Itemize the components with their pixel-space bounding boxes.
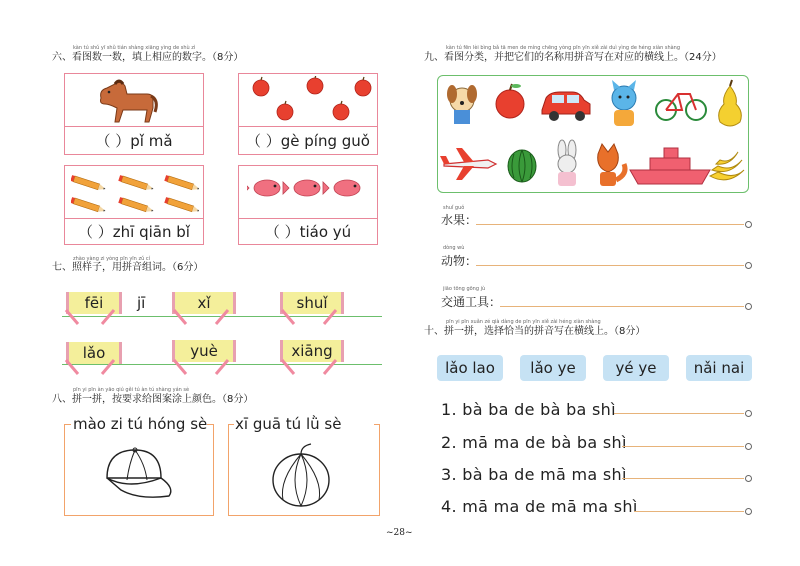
- q8-watermelon-box: [228, 415, 380, 516]
- car-icon: [542, 92, 590, 121]
- fish-icon: [247, 174, 371, 214]
- q9-pinyin: kàn tú fēn lèi bìng bǎ tā men de míng chēng yòng pīn yīn xiě zài duì yìng de héng xiàn shàng: [446, 45, 681, 51]
- q9-cat3-end-dot: [745, 303, 752, 310]
- q7-flag-yue: yuè: [172, 340, 236, 362]
- ship-icon: [630, 148, 710, 184]
- q10-end-dot-1: [745, 410, 752, 417]
- q10-title: 十、拼一拼，选择恰当的拼音写在横线上。（8分）: [424, 326, 646, 337]
- q7-flag-legs-row1: [62, 308, 352, 330]
- apple-icon: [496, 84, 524, 118]
- q9-cat3-pinyin: jiāo tōng gōng jù: [443, 286, 486, 292]
- q10-end-dot-2: [745, 443, 752, 450]
- airplane-icon: [440, 148, 496, 180]
- q10-option-yeye[interactable]: yé ye: [603, 355, 669, 381]
- q10-answer-line-2[interactable]: [622, 446, 744, 447]
- q8-cap-caption: mào zi tú hóng sè: [73, 415, 208, 433]
- q6-fish-box: [238, 165, 378, 245]
- q7-example-word: jī: [137, 294, 146, 312]
- q9-cat3-line[interactable]: [500, 306, 744, 307]
- q6-answer-pencil[interactable]: （ ）zhī qiān bǐ: [78, 223, 190, 241]
- q6-horse-box: [64, 73, 204, 155]
- q9-cat2-pinyin: dòng wù: [443, 245, 465, 251]
- q9-cat1-line[interactable]: [476, 224, 744, 225]
- q9-cat2-line[interactable]: [476, 265, 744, 266]
- q10-option-nainai[interactable]: nǎi nai: [686, 355, 752, 381]
- q9-cat1-label: 水果：: [441, 213, 478, 227]
- dog-icon: [447, 85, 477, 124]
- q10-answer-line-1[interactable]: [614, 413, 744, 414]
- q10-sentence-1: 1. bà ba de bà ba shì: [441, 400, 616, 419]
- cap-icon: [99, 444, 179, 508]
- q6-pencil-box: [64, 165, 204, 245]
- q7-flag-example: fēi: [66, 292, 122, 314]
- q8-watermelon-caption: xī guā tú lǜ sè: [235, 415, 342, 433]
- rabbit-icon: [558, 140, 576, 186]
- pencil-icon: [71, 172, 199, 220]
- q7-flag-lao: lǎo: [66, 342, 122, 364]
- q9-cat1-pinyin: shuǐ guǒ: [443, 205, 465, 211]
- q7-flag-legs-row2: [62, 358, 352, 380]
- q7-pinyin: zhào yàng zi yòng pīn yīn zǔ cí: [73, 256, 150, 262]
- q9-picture-panel: [437, 75, 749, 193]
- page-number: ~28~: [386, 528, 413, 538]
- q8-title: 八、拼一拼，按要求给图案涂上颜色。（8分）: [52, 394, 254, 405]
- q8-pinyin: pīn yi pīn àn yāo qiú gěi tú àn tú shàng yán sè: [73, 387, 190, 393]
- q6-answer-apple[interactable]: （ ）gè píng guǒ: [246, 132, 370, 150]
- q9-title: 九、看图分类，并把它们的名称用拼音写在对应的横线上。（24分）: [424, 52, 722, 63]
- q6-title: 六、看图数一数，填上相应的数字。（8分）: [52, 52, 244, 63]
- q10-pinyin: pīn yi pīn xuǎn zé qià dàng de pīn yīn xiě zài héng xiàn shàng: [446, 319, 601, 325]
- apple-icon: [245, 76, 373, 130]
- q9-cat2-label: 动物：: [441, 254, 478, 268]
- q10-sentence-2: 2. mā ma de bà ba shì: [441, 433, 627, 452]
- q10-end-dot-4: [745, 508, 752, 515]
- q10-sentence-4: 4. mā ma de mā ma shì: [441, 497, 638, 516]
- q10-option-laoye[interactable]: lǎo ye: [520, 355, 586, 381]
- q8-cap-box: [64, 415, 214, 516]
- q10-option-laolao[interactable]: lǎo lao: [437, 355, 503, 381]
- q10-end-dot-3: [745, 475, 752, 482]
- q9-cat1-end-dot: [745, 221, 752, 228]
- q7-title: 七、照样子，用拼音组词。（6分）: [52, 262, 204, 273]
- q6-pinyin: kàn tú shǔ yī shǔ tián shàng xiāng yìng de shù zì: [73, 45, 196, 51]
- q10-answer-line-3[interactable]: [622, 478, 744, 479]
- q6-answer-fish[interactable]: （ ）tiáo yú: [264, 223, 352, 241]
- q10-sentence-3: 3. bà ba de mā ma shì: [441, 465, 627, 484]
- fox-icon: [598, 144, 625, 186]
- q6-apple-box: [238, 73, 378, 155]
- q9-cat2-end-dot: [745, 262, 752, 269]
- horse-icon: [95, 78, 159, 128]
- q7-flag-xiang: xiāng: [280, 340, 344, 362]
- q7-flag-xi: xǐ: [172, 292, 236, 314]
- bicycle-icon: [656, 94, 706, 120]
- banana-icon: [710, 152, 744, 180]
- q7-flag-shui: shuǐ: [280, 292, 344, 314]
- q6-answer-horse[interactable]: （ ）pǐ mǎ: [95, 132, 173, 150]
- cat-icon: [612, 80, 636, 126]
- q10-answer-line-4[interactable]: [634, 511, 744, 512]
- q9-cat3-label: 交通工具：: [441, 295, 502, 309]
- watermelon-icon: [508, 150, 536, 182]
- watermelon-icon: [271, 442, 335, 514]
- pear-icon: [719, 80, 742, 126]
